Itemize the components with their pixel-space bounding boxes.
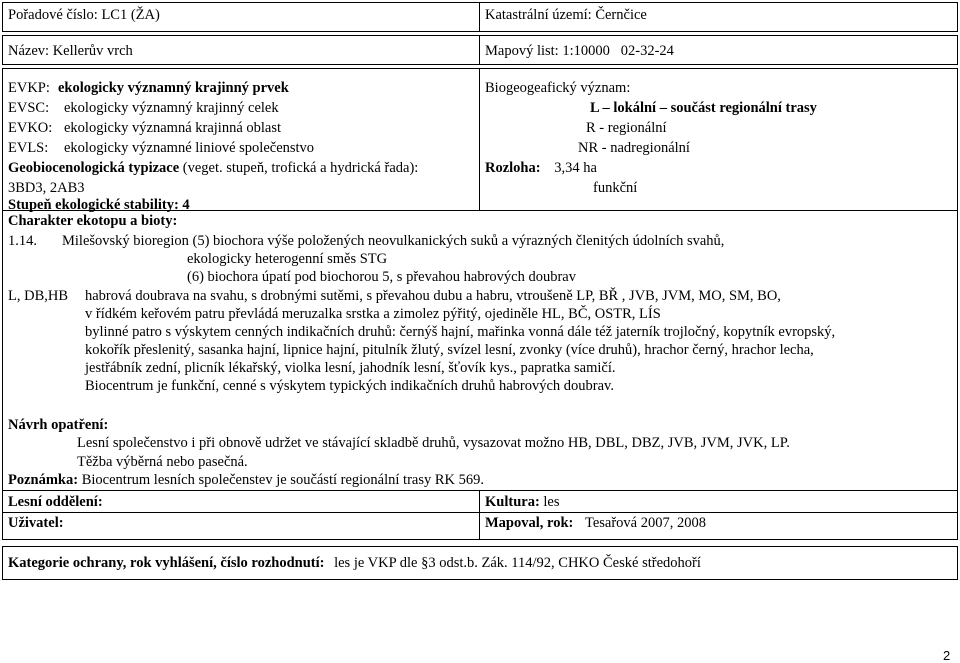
footer-divider <box>479 490 480 540</box>
header-row-2 <box>2 35 958 65</box>
poradove-cislo <box>8 7 160 24</box>
stab-value: 4 <box>182 197 190 213</box>
legend-evls <box>8 140 314 157</box>
ekotop-code-2: L, DB,HB <box>8 288 69 304</box>
bio-r-line: R - regionální <box>586 120 667 136</box>
nazev-label: Název: <box>8 43 50 59</box>
ekotop-line-2: ekologicky heterogenní směs STG <box>187 251 388 267</box>
funkcni: funkční <box>593 180 638 196</box>
bio-nr-line: NR - nadregionální <box>578 140 690 156</box>
kultura-value: les <box>543 494 560 510</box>
kategorie <box>8 555 701 572</box>
geo-label: Geobiocenologická typizace <box>8 160 180 176</box>
poznamka-label: Poznámka: <box>8 472 79 488</box>
ekotop-line-8: jestřábník zední, plicník lékařský, violka lesní, jahodník lesní, šťovík kys., papratka samičí. <box>85 360 616 376</box>
evko-key: EVKO: <box>8 120 53 136</box>
evkp-val: ekologicky významný krajinný prvek <box>58 80 289 96</box>
stab-label: Stupeň ekologické stability: <box>8 197 179 213</box>
evkp-key: EVKP: <box>8 80 50 96</box>
navrh-line-2: Těžba výběrná nebo pasečná. <box>77 454 248 470</box>
main-separator-2 <box>2 490 958 491</box>
stabilita <box>8 197 190 214</box>
geobio-typizace <box>8 160 418 177</box>
katastr-value: Černčice <box>595 7 647 23</box>
ekotop-line-7: kokořík přeslenitý, sasanka hajní, lipnice hajní, pitulník žlutý, svízel lesní, zvonky (více druhů), hrachor černý, hrachor lecha, <box>85 342 814 358</box>
mapoval-value: Tesařová 2007, 2008 <box>584 515 706 531</box>
poznamka-value: Biocentrum lesních společenstev je součástí regionální trasy RK 569. <box>81 472 485 488</box>
katastralni-uzemi <box>485 7 647 24</box>
ekotop-line-1: Milešovský bioregion (5) biochora výše položených neovulkanických suků a výrazných členitých údolních svahů, <box>62 233 725 249</box>
ekotop-line-6: bylinné patro s výskytem cenných indikačních druhů: černýš hajní, mařinka vonná dále též jaterník trojločný, kopytník evropský, <box>85 324 836 340</box>
mapovy-list <box>485 43 674 60</box>
bio-l-line: L – lokální – součást regionální trasy <box>590 100 817 116</box>
katastr-label: Katastrální území: <box>485 7 592 23</box>
ekotop-line-4: habrová doubrava na svahu, s drobnými sutěmi, s převahou dubu a habru, vtroušeně LP, BŘ , JVB, JVM, MO, SM, BO, <box>85 288 781 304</box>
nazev <box>8 43 133 60</box>
mapovy-label: Mapový list: <box>485 43 559 59</box>
mapoval-label: Mapoval, rok: <box>485 515 574 531</box>
geo-value: 3BD3, 2AB3 <box>8 180 85 196</box>
uzivatel-label: Uživatel: <box>8 515 64 531</box>
lesni-oddeleni-label: Lesní oddělení: <box>8 494 103 510</box>
geo-sub: (veget. stupeň, trofická a hydrická řada): <box>182 160 419 176</box>
mapovy-value: 1:10000 02-32-24 <box>562 43 674 59</box>
poradove-label: Pořadové číslo: <box>8 7 98 23</box>
evls-key: EVLS: <box>8 140 49 156</box>
header-divider-2 <box>479 35 480 65</box>
rozloha-value: 3,34 ha <box>554 160 597 176</box>
ekotop-title: Charakter ekotopu a bioty: <box>8 213 178 229</box>
main-divider <box>479 68 480 210</box>
rozloha-label: Rozloha: <box>485 160 541 176</box>
evsc-key: EVSC: <box>8 100 50 116</box>
kategorie-value: les je VKP dle §3 odst.b. Zák. 114/92, CHKO České středohoří <box>334 555 701 571</box>
header-divider-1 <box>479 2 480 32</box>
kultura <box>485 494 560 511</box>
page-number: 2 <box>943 648 951 663</box>
kategorie-label: Kategorie ochrany, rok vyhlášení, číslo rozhodnutí: <box>8 555 325 571</box>
ekotop-line-3: (6) biochora úpatí pod biochorou 5, s převahou habrových doubrav <box>187 269 576 285</box>
navrh-line-1: Lesní společenstvo i při obnově udržet ve stávající skladbě druhů, vysazovat možno HB, DBL, DBZ, JVB, JVM, JVK, LP. <box>77 435 790 451</box>
poznamka <box>8 472 484 489</box>
poradove-value: LC1 (ŽA) <box>101 7 160 23</box>
ekotop-code-1: 1.14. <box>8 233 37 249</box>
navrh-title: Návrh opatření: <box>8 417 109 433</box>
evls-val: ekologicky významné liniové společenstvo <box>64 140 315 156</box>
ekotop-line-5: v řídkém keřovém patru převládá meruzalka srstka a zimolez pýřitý, ojediněle HL, BČ, OSTR, LÍS <box>85 306 661 322</box>
nazev-value: Kellerův vrch <box>52 43 133 59</box>
bio-title: Biogeogeafický význam: <box>485 80 631 96</box>
legend-evkp <box>8 80 289 97</box>
footer-separator <box>2 512 958 513</box>
rozloha <box>485 160 597 177</box>
ekotop-line-9: Biocentrum je funkční, cenné s výskytem typických indikačních druhů habrových doubrav. <box>85 378 614 394</box>
mapoval <box>485 515 706 532</box>
evko-val: ekologicky významná krajinná oblast <box>64 120 282 136</box>
kultura-label: Kultura: <box>485 494 540 510</box>
evsc-val: ekologicky významný krajinný celek <box>64 100 279 116</box>
legend-evko <box>8 120 281 137</box>
legend-evsc <box>8 100 279 117</box>
